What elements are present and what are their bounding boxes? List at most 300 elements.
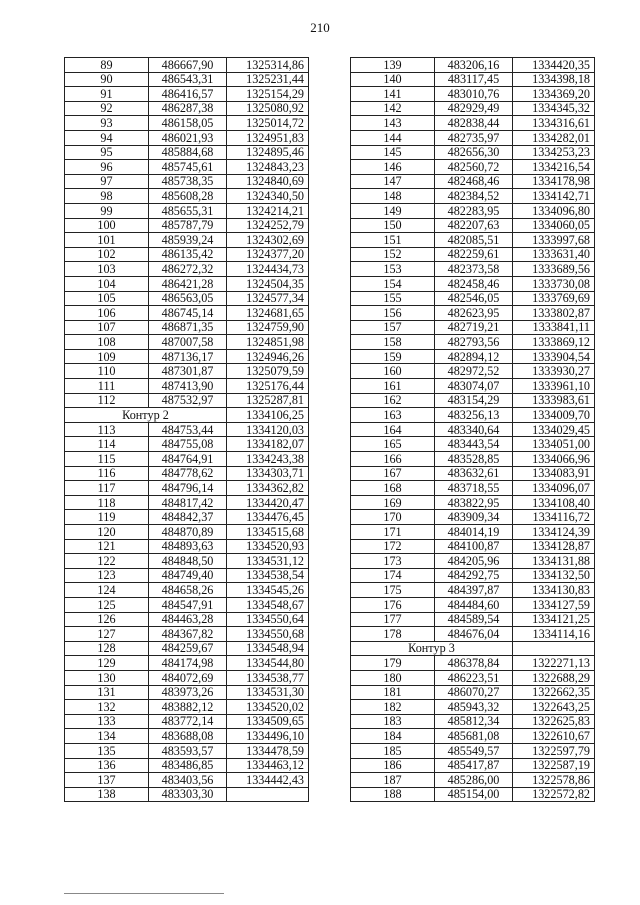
table-row bbox=[65, 116, 309, 131]
point-number: 124 bbox=[65, 583, 149, 598]
point-number: 172 bbox=[351, 539, 435, 554]
point-number: 151 bbox=[351, 233, 435, 248]
table-row bbox=[351, 364, 595, 379]
table-row bbox=[65, 160, 309, 175]
point-number: 175 bbox=[351, 583, 435, 598]
coordinate-x: 484764,91 bbox=[149, 452, 227, 467]
coordinate-y: 1334106,25 bbox=[227, 408, 309, 423]
table-row bbox=[65, 641, 309, 656]
table-row bbox=[65, 58, 309, 73]
point-number: 187 bbox=[351, 773, 435, 788]
coordinate-x: 484778,62 bbox=[149, 466, 227, 481]
point-number: 103 bbox=[65, 262, 149, 277]
coordinate-x: 482259,61 bbox=[435, 247, 513, 262]
coordinate-y: 1334130,83 bbox=[513, 583, 595, 598]
point-number: 169 bbox=[351, 495, 435, 510]
point-number: 165 bbox=[351, 437, 435, 452]
table-row bbox=[65, 72, 309, 87]
coordinate-y: 1324302,69 bbox=[227, 233, 309, 248]
point-number: 98 bbox=[65, 189, 149, 204]
coordinate-y: 1334345,32 bbox=[513, 101, 595, 116]
point-number: 113 bbox=[65, 422, 149, 437]
table-row bbox=[351, 525, 595, 540]
table-row bbox=[351, 349, 595, 364]
point-number: 188 bbox=[351, 787, 435, 802]
point-number: 176 bbox=[351, 597, 435, 612]
point-number: 144 bbox=[351, 130, 435, 145]
point-number: 186 bbox=[351, 758, 435, 773]
coordinate-x: 483688,08 bbox=[149, 729, 227, 744]
coordinate-x: 484870,89 bbox=[149, 525, 227, 540]
coordinate-y: 1334051,00 bbox=[513, 437, 595, 452]
contour-label: Контур 2 bbox=[65, 408, 227, 423]
coordinate-x: 482656,30 bbox=[435, 145, 513, 160]
coordinate-y: 1334116,72 bbox=[513, 510, 595, 525]
coordinate-y: 1334131,88 bbox=[513, 554, 595, 569]
coordinate-y: 1334253,23 bbox=[513, 145, 595, 160]
point-number: 185 bbox=[351, 743, 435, 758]
coordinate-y: 1322578,86 bbox=[513, 773, 595, 788]
point-number: 126 bbox=[65, 612, 149, 627]
coordinate-x: 484259,67 bbox=[149, 641, 227, 656]
table-row bbox=[65, 597, 309, 612]
coordinate-y: 1333802,87 bbox=[513, 306, 595, 321]
table-row bbox=[65, 685, 309, 700]
point-number: 150 bbox=[351, 218, 435, 233]
coordinate-x: 485608,28 bbox=[149, 189, 227, 204]
coordinate-x: 487301,87 bbox=[149, 364, 227, 379]
point-number: 152 bbox=[351, 247, 435, 262]
table-row bbox=[351, 276, 595, 291]
table-row bbox=[65, 670, 309, 685]
table-row bbox=[351, 160, 595, 175]
coordinate-y: 1322688,29 bbox=[513, 670, 595, 685]
point-number: 143 bbox=[351, 116, 435, 131]
coordinate-y: 1334362,82 bbox=[227, 481, 309, 496]
coordinate-x: 486378,84 bbox=[435, 656, 513, 671]
point-number: 167 bbox=[351, 466, 435, 481]
coordinate-x: 482838,44 bbox=[435, 116, 513, 131]
coordinate-y: 1334538,54 bbox=[227, 568, 309, 583]
table-row bbox=[351, 685, 595, 700]
table-row bbox=[65, 393, 309, 408]
table-row bbox=[65, 233, 309, 248]
table-row bbox=[351, 189, 595, 204]
point-number: 171 bbox=[351, 525, 435, 540]
point-number: 127 bbox=[65, 627, 149, 642]
table-row bbox=[65, 364, 309, 379]
table-row bbox=[65, 276, 309, 291]
coordinate-x: 484205,96 bbox=[435, 554, 513, 569]
coordinate-y: 1325287,81 bbox=[227, 393, 309, 408]
point-number: 108 bbox=[65, 335, 149, 350]
coordinate-y: 1324340,50 bbox=[227, 189, 309, 204]
table-row bbox=[351, 729, 595, 744]
coordinate-y: 1333983,61 bbox=[513, 393, 595, 408]
coordinate-y: 1334420,47 bbox=[227, 495, 309, 510]
coordinate-x: 482468,46 bbox=[435, 174, 513, 189]
coordinate-x: 484484,60 bbox=[435, 597, 513, 612]
table-row bbox=[65, 583, 309, 598]
point-number: 119 bbox=[65, 510, 149, 525]
point-number: 178 bbox=[351, 627, 435, 642]
point-number: 110 bbox=[65, 364, 149, 379]
coordinate-x: 483822,95 bbox=[435, 495, 513, 510]
table-row bbox=[65, 525, 309, 540]
coordinate-x: 483973,26 bbox=[149, 685, 227, 700]
coordinate-x: 482546,05 bbox=[435, 291, 513, 306]
point-number: 130 bbox=[65, 670, 149, 685]
point-number: 105 bbox=[65, 291, 149, 306]
coordinate-x: 484755,08 bbox=[149, 437, 227, 452]
table-row bbox=[65, 306, 309, 321]
coordinate-x: 484842,37 bbox=[149, 510, 227, 525]
point-number: 173 bbox=[351, 554, 435, 569]
coordinate-x: 483882,12 bbox=[149, 700, 227, 715]
table-row bbox=[65, 189, 309, 204]
point-number: 161 bbox=[351, 379, 435, 394]
table-row bbox=[351, 145, 595, 160]
coordinate-x: 483443,54 bbox=[435, 437, 513, 452]
coordinate-y: 1334545,26 bbox=[227, 583, 309, 598]
coordinate-x: 485943,32 bbox=[435, 700, 513, 715]
coordinate-y: 1334369,20 bbox=[513, 87, 595, 102]
point-number: 115 bbox=[65, 452, 149, 467]
table-row bbox=[351, 452, 595, 467]
point-number: 136 bbox=[65, 758, 149, 773]
coordinate-y: 1325231,44 bbox=[227, 72, 309, 87]
point-number: 158 bbox=[351, 335, 435, 350]
point-number: 147 bbox=[351, 174, 435, 189]
coordinate-x: 485549,57 bbox=[435, 743, 513, 758]
point-number: 118 bbox=[65, 495, 149, 510]
coordinate-y: 1334496,10 bbox=[227, 729, 309, 744]
coordinate-x: 483154,29 bbox=[435, 393, 513, 408]
coordinate-y: 1322625,83 bbox=[513, 714, 595, 729]
table-row bbox=[65, 758, 309, 773]
table-row bbox=[65, 656, 309, 671]
coordinate-y: 1324851,98 bbox=[227, 335, 309, 350]
coordinate-y: 1324681,65 bbox=[227, 306, 309, 321]
table-row bbox=[351, 320, 595, 335]
coordinate-y: 1322662,35 bbox=[513, 685, 595, 700]
coordinate-x: 483340,64 bbox=[435, 422, 513, 437]
table-row bbox=[65, 87, 309, 102]
coordinate-x: 486021,93 bbox=[149, 130, 227, 145]
table-row bbox=[351, 101, 595, 116]
coordinate-y: 1333689,56 bbox=[513, 262, 595, 277]
coordinate-y: 1322572,82 bbox=[513, 787, 595, 802]
point-number: 184 bbox=[351, 729, 435, 744]
coordinate-x: 487413,90 bbox=[149, 379, 227, 394]
coordinate-y: 1324951,83 bbox=[227, 130, 309, 145]
point-number: 149 bbox=[351, 203, 435, 218]
coordinate-y: 1334124,39 bbox=[513, 525, 595, 540]
point-number: 146 bbox=[351, 160, 435, 175]
table-row bbox=[65, 627, 309, 642]
coordinate-y: 1333930,27 bbox=[513, 364, 595, 379]
table-row bbox=[65, 787, 309, 802]
point-number: 148 bbox=[351, 189, 435, 204]
coordinate-x: 484658,26 bbox=[149, 583, 227, 598]
point-number: 159 bbox=[351, 349, 435, 364]
coordinate-y: 1325176,44 bbox=[227, 379, 309, 394]
point-number: 116 bbox=[65, 466, 149, 481]
coordinate-y: 1324759,90 bbox=[227, 320, 309, 335]
point-number: 96 bbox=[65, 160, 149, 175]
coordinate-y bbox=[513, 641, 595, 656]
coordinate-y: 1324577,34 bbox=[227, 291, 309, 306]
coordinate-x: 484749,40 bbox=[149, 568, 227, 583]
coordinate-x: 485939,24 bbox=[149, 233, 227, 248]
coordinate-y: 1324377,20 bbox=[227, 247, 309, 262]
coordinate-y: 1334520,93 bbox=[227, 539, 309, 554]
coordinate-x: 482894,12 bbox=[435, 349, 513, 364]
coordinate-y: 1325080,92 bbox=[227, 101, 309, 116]
point-number: 180 bbox=[351, 670, 435, 685]
coordinate-y: 1334548,67 bbox=[227, 597, 309, 612]
coordinate-y: 1334243,38 bbox=[227, 452, 309, 467]
point-number: 183 bbox=[351, 714, 435, 729]
coordinate-y bbox=[227, 787, 309, 802]
table-row bbox=[65, 773, 309, 788]
point-number: 157 bbox=[351, 320, 435, 335]
table-body-right bbox=[351, 58, 595, 802]
coordinate-y: 1333841,11 bbox=[513, 320, 595, 335]
coordinate-y: 1334108,40 bbox=[513, 495, 595, 510]
coordinate-y: 1334066,96 bbox=[513, 452, 595, 467]
coordinate-x: 482207,63 bbox=[435, 218, 513, 233]
coordinate-y: 1334128,87 bbox=[513, 539, 595, 554]
point-number: 125 bbox=[65, 597, 149, 612]
point-number: 120 bbox=[65, 525, 149, 540]
table-row bbox=[65, 101, 309, 116]
coordinate-x: 483256,13 bbox=[435, 408, 513, 423]
coordinate-y: 1334009,70 bbox=[513, 408, 595, 423]
table-row bbox=[351, 597, 595, 612]
coordinate-y: 1334476,45 bbox=[227, 510, 309, 525]
page-number: 210 bbox=[310, 20, 330, 35]
table-row bbox=[65, 291, 309, 306]
point-number: 94 bbox=[65, 130, 149, 145]
table-row bbox=[351, 437, 595, 452]
coordinate-y: 1324895,46 bbox=[227, 145, 309, 160]
table-row bbox=[351, 262, 595, 277]
coordinate-x: 482560,72 bbox=[435, 160, 513, 175]
coordinate-y: 1334182,07 bbox=[227, 437, 309, 452]
table-row bbox=[351, 58, 595, 73]
coordinate-y: 1334478,59 bbox=[227, 743, 309, 758]
coordinate-x: 484174,98 bbox=[149, 656, 227, 671]
coordinate-x: 486135,42 bbox=[149, 247, 227, 262]
table-row bbox=[65, 568, 309, 583]
table-row bbox=[351, 700, 595, 715]
point-number: 139 bbox=[351, 58, 435, 73]
coordinate-x: 482458,46 bbox=[435, 276, 513, 291]
point-number: 163 bbox=[351, 408, 435, 423]
coordinate-y: 1324504,35 bbox=[227, 276, 309, 291]
coordinate-y: 1334442,43 bbox=[227, 773, 309, 788]
coordinate-y: 1325314,86 bbox=[227, 58, 309, 73]
point-number: 181 bbox=[351, 685, 435, 700]
coordinate-y: 1334544,80 bbox=[227, 656, 309, 671]
table-row bbox=[351, 291, 595, 306]
coordinate-x: 483303,30 bbox=[149, 787, 227, 802]
table-row bbox=[351, 218, 595, 233]
point-number: 138 bbox=[65, 787, 149, 802]
point-number: 162 bbox=[351, 393, 435, 408]
table-row bbox=[351, 612, 595, 627]
point-number: 99 bbox=[65, 203, 149, 218]
coordinate-x: 484463,28 bbox=[149, 612, 227, 627]
coordinate-y: 1334132,50 bbox=[513, 568, 595, 583]
table-row bbox=[65, 554, 309, 569]
point-number: 129 bbox=[65, 656, 149, 671]
point-number: 137 bbox=[65, 773, 149, 788]
table-row bbox=[65, 335, 309, 350]
coordinate-y: 1334029,45 bbox=[513, 422, 595, 437]
coordinate-y: 1334538,77 bbox=[227, 670, 309, 685]
coordinate-x: 486223,51 bbox=[435, 670, 513, 685]
point-number: 141 bbox=[351, 87, 435, 102]
coordinate-x: 484753,44 bbox=[149, 422, 227, 437]
point-number: 112 bbox=[65, 393, 149, 408]
table-row bbox=[351, 174, 595, 189]
coordinate-x: 485655,31 bbox=[149, 203, 227, 218]
coordinate-y: 1334127,59 bbox=[513, 597, 595, 612]
coordinate-x: 486543,31 bbox=[149, 72, 227, 87]
point-number: 117 bbox=[65, 481, 149, 496]
coordinate-y: 1324843,23 bbox=[227, 160, 309, 175]
table-row bbox=[65, 700, 309, 715]
point-number: 131 bbox=[65, 685, 149, 700]
coordinate-x: 483403,56 bbox=[149, 773, 227, 788]
coordinate-x: 486871,35 bbox=[149, 320, 227, 335]
table-row bbox=[351, 539, 595, 554]
table-row bbox=[351, 773, 595, 788]
table-row bbox=[65, 452, 309, 467]
coordinate-x: 484676,04 bbox=[435, 627, 513, 642]
point-number: 168 bbox=[351, 481, 435, 496]
coordinate-x: 485154,00 bbox=[435, 787, 513, 802]
coordinate-y: 1334316,61 bbox=[513, 116, 595, 131]
coordinate-x: 485286,00 bbox=[435, 773, 513, 788]
coordinate-y: 1334531,12 bbox=[227, 554, 309, 569]
coordinate-x: 482384,52 bbox=[435, 189, 513, 204]
coordinate-x: 482283,95 bbox=[435, 203, 513, 218]
table-row bbox=[351, 495, 595, 510]
table-row bbox=[65, 743, 309, 758]
coordinate-x: 484893,63 bbox=[149, 539, 227, 554]
point-number: 123 bbox=[65, 568, 149, 583]
coordinate-y: 1324252,79 bbox=[227, 218, 309, 233]
coordinate-y: 1322597,79 bbox=[513, 743, 595, 758]
table-row bbox=[65, 262, 309, 277]
table-row bbox=[65, 174, 309, 189]
point-number: 135 bbox=[65, 743, 149, 758]
table-row bbox=[65, 422, 309, 437]
coordinate-x: 483010,76 bbox=[435, 87, 513, 102]
table-row bbox=[65, 203, 309, 218]
coordinate-x: 484292,75 bbox=[435, 568, 513, 583]
coordinate-y: 1334303,71 bbox=[227, 466, 309, 481]
table-row bbox=[351, 335, 595, 350]
coordinate-x: 486667,90 bbox=[149, 58, 227, 73]
point-number: 179 bbox=[351, 656, 435, 671]
coordinate-x: 485417,87 bbox=[435, 758, 513, 773]
coordinate-y: 1334178,98 bbox=[513, 174, 595, 189]
point-number: 97 bbox=[65, 174, 149, 189]
coordinate-y: 1333904,54 bbox=[513, 349, 595, 364]
coordinate-x: 482735,97 bbox=[435, 130, 513, 145]
table-row bbox=[65, 218, 309, 233]
table-row bbox=[351, 379, 595, 394]
point-number: 145 bbox=[351, 145, 435, 160]
coordinate-y: 1334463,12 bbox=[227, 758, 309, 773]
coordinate-x: 482373,58 bbox=[435, 262, 513, 277]
coordinate-x: 483593,57 bbox=[149, 743, 227, 758]
coordinate-x: 484072,69 bbox=[149, 670, 227, 685]
coordinate-x: 486416,57 bbox=[149, 87, 227, 102]
coordinate-x: 484547,91 bbox=[149, 597, 227, 612]
coordinate-x: 483486,85 bbox=[149, 758, 227, 773]
point-number: 154 bbox=[351, 276, 435, 291]
coordinate-x: 483632,61 bbox=[435, 466, 513, 481]
point-number: 140 bbox=[351, 72, 435, 87]
coordinate-x: 484817,42 bbox=[149, 495, 227, 510]
coordinate-x: 482085,51 bbox=[435, 233, 513, 248]
point-number: 91 bbox=[65, 87, 149, 102]
coordinate-x: 483117,45 bbox=[435, 72, 513, 87]
coordinate-x: 482793,56 bbox=[435, 335, 513, 350]
table-row bbox=[351, 130, 595, 145]
table-row bbox=[351, 87, 595, 102]
coordinate-x: 482972,52 bbox=[435, 364, 513, 379]
table-row bbox=[351, 247, 595, 262]
point-number: 142 bbox=[351, 101, 435, 116]
coordinate-y: 1334520,02 bbox=[227, 700, 309, 715]
coordinate-x: 482623,95 bbox=[435, 306, 513, 321]
table-row bbox=[351, 408, 595, 423]
table-row bbox=[351, 787, 595, 802]
coordinate-y: 1322587,19 bbox=[513, 758, 595, 773]
table-row bbox=[351, 510, 595, 525]
coordinate-y: 1325079,59 bbox=[227, 364, 309, 379]
coordinate-x: 483528,85 bbox=[435, 452, 513, 467]
point-number: 170 bbox=[351, 510, 435, 525]
coordinate-x: 485812,34 bbox=[435, 714, 513, 729]
coordinate-y: 1334216,54 bbox=[513, 160, 595, 175]
coordinate-y: 1325014,72 bbox=[227, 116, 309, 131]
table-row bbox=[351, 743, 595, 758]
point-number: 107 bbox=[65, 320, 149, 335]
coordinate-x: 487136,17 bbox=[149, 349, 227, 364]
coordinate-y: 1334060,05 bbox=[513, 218, 595, 233]
table-row bbox=[351, 116, 595, 131]
coordinate-y: 1334515,68 bbox=[227, 525, 309, 540]
table-row bbox=[65, 481, 309, 496]
coordinate-y: 1322610,67 bbox=[513, 729, 595, 744]
point-number: 133 bbox=[65, 714, 149, 729]
table-row bbox=[65, 612, 309, 627]
coordinate-x: 486287,38 bbox=[149, 101, 227, 116]
coordinate-x: 484589,54 bbox=[435, 612, 513, 627]
point-number: 100 bbox=[65, 218, 149, 233]
point-number: 128 bbox=[65, 641, 149, 656]
table-row bbox=[65, 379, 309, 394]
coordinate-y: 1334420,35 bbox=[513, 58, 595, 73]
coordinate-y: 1334121,25 bbox=[513, 612, 595, 627]
